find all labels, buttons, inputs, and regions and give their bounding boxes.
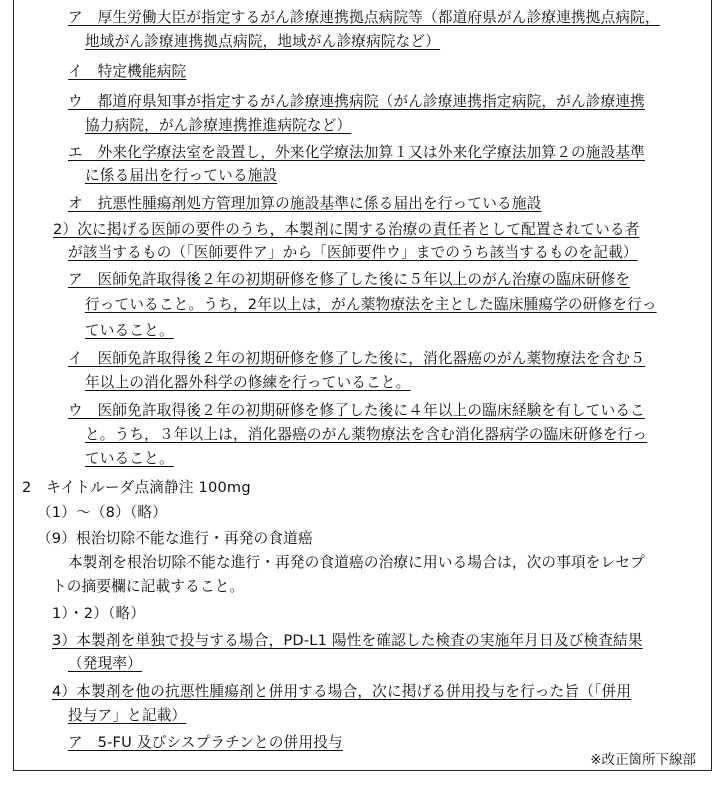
- text-line: と。うち，３年以上は，消化器癌のがん薬物療法を含む消化器病学の臨床研修を行っ: [85, 426, 648, 443]
- text-line: ていること。: [85, 450, 174, 467]
- text-line: 4）本製剤を他の抗悪性腫瘍剤と併用する場合，次に掲げる併用投与を行った旨（「併用: [52, 683, 632, 700]
- text-line: （1）～（8）（略）: [37, 504, 168, 521]
- text-line: 2 キイトルーダ点滴静注 100mg: [22, 479, 251, 496]
- text-line: 1）・2）（略）: [52, 605, 146, 622]
- text-line: オ 抗悪性腫瘍剤処方管理加算の施設基準に係る届出を行っている施設: [68, 195, 542, 212]
- text-line: に係る届出を行っている施設: [85, 167, 278, 184]
- text-line: （発現率）: [68, 655, 142, 672]
- text-line: 年以上の消化器外科学の修練を行っていること。: [85, 374, 411, 391]
- text-line: 行っていること。うち，2年以上は，がん薬物療法を主とした臨床腫瘍学の研修を行っ: [85, 296, 657, 313]
- text-line: ていること。: [85, 322, 174, 339]
- text-line: ア 5-FU 及びシスプラチンとの併用投与: [68, 734, 343, 751]
- text-line: 3）本製剤を単独で投与する場合，PD-L1 陽性を確認した検査の実施年月日及び検査結果: [52, 632, 643, 649]
- text-line: 協力病院，がん診療連携推進病院など）: [85, 117, 352, 134]
- text-line: イ 医師免許取得後２年の初期研修を修了した後に，消化器癌のがん薬物療法を含む５: [68, 350, 645, 367]
- text-line: ア 厚生労働大臣が指定するがん診療連携拠点病院等（都道府県がん診療連携拠点病院，: [68, 9, 660, 26]
- text-line: 本製剤を根治切除不能な進行・再発の食道癌の治療に用いる場合は，次の事項をレセプ: [68, 554, 645, 571]
- text-line: イ 特定機能病院: [68, 63, 187, 80]
- text-line: （9）根治切除不能な進行・再発の食道癌: [37, 530, 313, 547]
- text-line: ウ 都道府県知事が指定するがん診療連携病院（がん診療連携指定病院，がん診療連携: [68, 93, 645, 110]
- text-line: 地域がん診療連携拠点病院，地域がん診療病院など）: [85, 33, 441, 50]
- text-line: が該当するもの（「医師要件ア」から「医師要件ウ」までのうち該当するものを記載）: [68, 244, 638, 261]
- text-line: 2）次に掲げる医師の要件のうち，本製剤に関する治療の責任者として配置されている者: [53, 221, 640, 238]
- text-line: ウ 医師免許取得後２年の初期研修を修了した後に４年以上の臨床経験を有しているこ: [68, 402, 645, 419]
- text-line: エ 外来化学療法室を設置し，外来化学療法加算１又は外来化学療法加算２の施設基準: [68, 144, 645, 161]
- text-line: トの摘要欄に記載すること。: [52, 578, 245, 595]
- text-line: ア 医師免許取得後２年の初期研修を修了した後に５年以上のがん治療の臨床研修を: [68, 271, 631, 288]
- footnote-revision-note: ※改正箇所下線部: [590, 752, 696, 768]
- text-line: 投与ア」と記載）: [68, 707, 187, 724]
